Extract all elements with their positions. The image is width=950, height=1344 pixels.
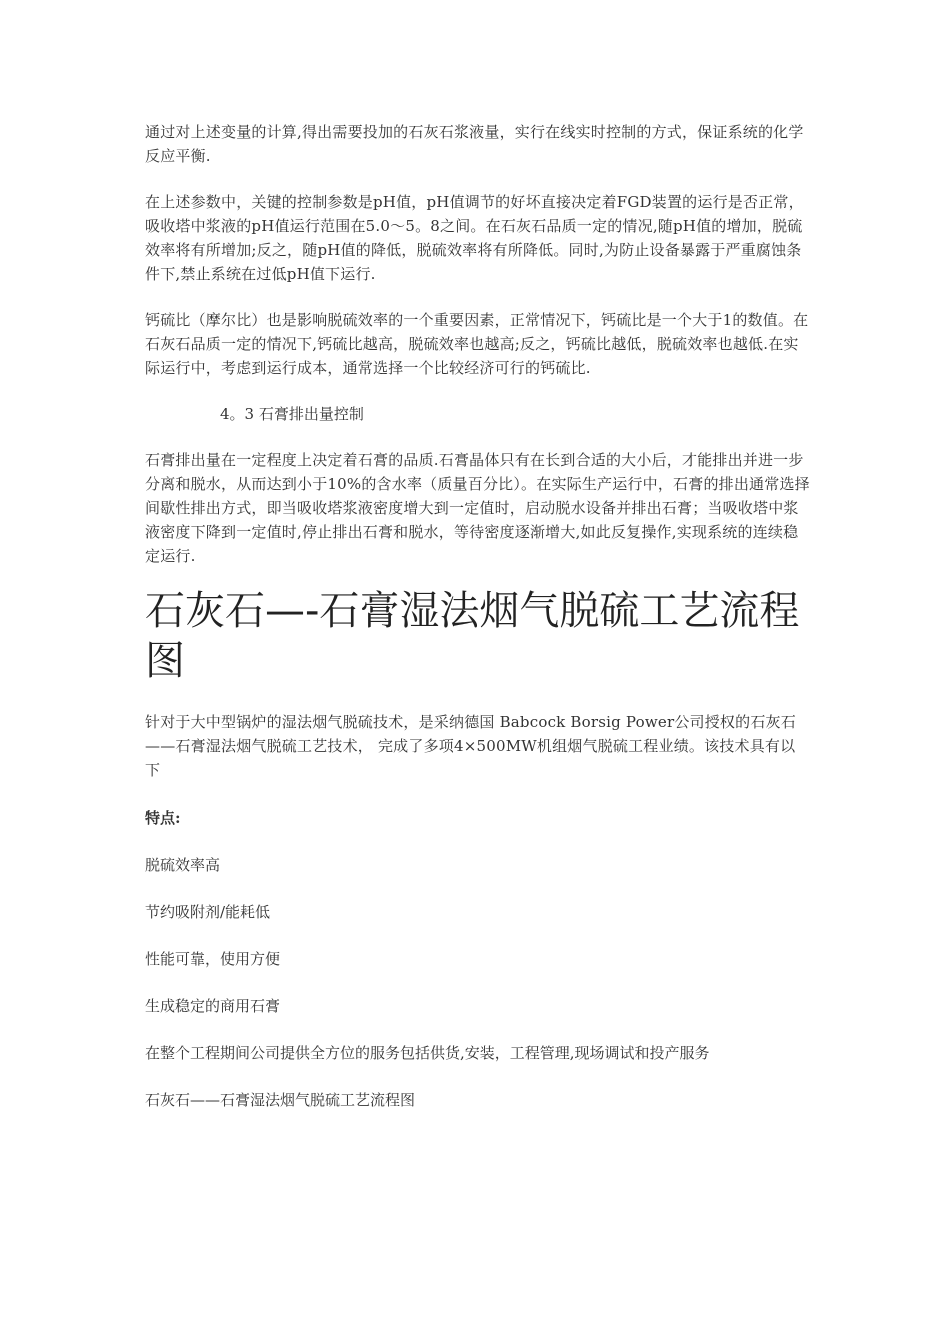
feature-item: 节约吸附剂/能耗低 bbox=[145, 903, 271, 921]
feature-item: 性能可靠，使用方便 bbox=[145, 950, 281, 968]
page-heading: 石灰石—-石膏湿法烟气脱硫工艺流程图 bbox=[145, 588, 800, 684]
paragraph-ph-control: 在上述参数中，关键的控制参数是pH值，pH值调节的好坏直接决定着FGD装置的运行是否正常，吸收塔中浆液的pH值运行范围在5.0～5。8之间。在石灰石品质一定的情况,随pH值的增加，脱硫效率将有所增加;反之，随pH值的降低，脱硫效率将有所降低。同时,为防止设备暴露于严重腐蚀条件下,禁止系统在过低pH值下运行. bbox=[145, 193, 804, 283]
paragraph-intro: 针对于大中型锅炉的湿法烟气脱硫技术，是采纳德国 Babcock Borsig Power公司授权的石灰石——石膏湿法烟气脱硫工艺技术， 完成了多项4×500MW机组烟气脱硫工程业绩。该技术具有以下 bbox=[145, 713, 796, 779]
section-subheading: 4。3 石膏排出量控制 bbox=[220, 405, 364, 423]
feature-item: 脱硫效率高 bbox=[145, 856, 221, 874]
figure-caption: 石灰石——石膏湿法烟气脱硫工艺流程图 bbox=[145, 1091, 416, 1109]
features-title: 特点: bbox=[145, 809, 181, 827]
feature-item: 生成稳定的商用石膏 bbox=[145, 997, 281, 1015]
paragraph-gypsum-discharge: 石膏排出量在一定程度上决定着石膏的品质.石膏晶体只有在长到合适的大小后，才能排出并进一步分离和脱水，从而达到小于10%的含水率（质量百分比）。在实际生产运行中，石膏的排出通常选择间歇性排出方式，即当吸收塔浆液密度增大到一定值时，启动脱水设备并排出石膏；当吸收塔中浆液密度下降到一定值时,停止排出石膏和脱水，等待密度逐渐增大,如此反复操作,实现系统的连续稳定运行. bbox=[145, 451, 810, 565]
document-body bbox=[145, 120, 810, 1135]
paragraph-service: 在整个工程期间公司提供全方位的服务包括供货,安装，工程管理,现场调试和投产服务 bbox=[145, 1044, 710, 1062]
paragraph-ca-s-ratio: 钙硫比（摩尔比）也是影响脱硫效率的一个重要因素，正常情况下，钙硫比是一个大于1的数值。在石灰石品质一定的情况下,钙硫比越高，脱硫效率也越高;反之，钙硫比越低，脱硫效率也越低.在实际运行中，考虑到运行成本，通常选择一个比较经济可行的钙硫比. bbox=[145, 311, 809, 377]
paragraph-calculation: 通过对上述变量的计算,得出需要投加的石灰石浆液量，实行在线实时控制的方式，保证系统的化学反应平衡. bbox=[145, 123, 804, 165]
